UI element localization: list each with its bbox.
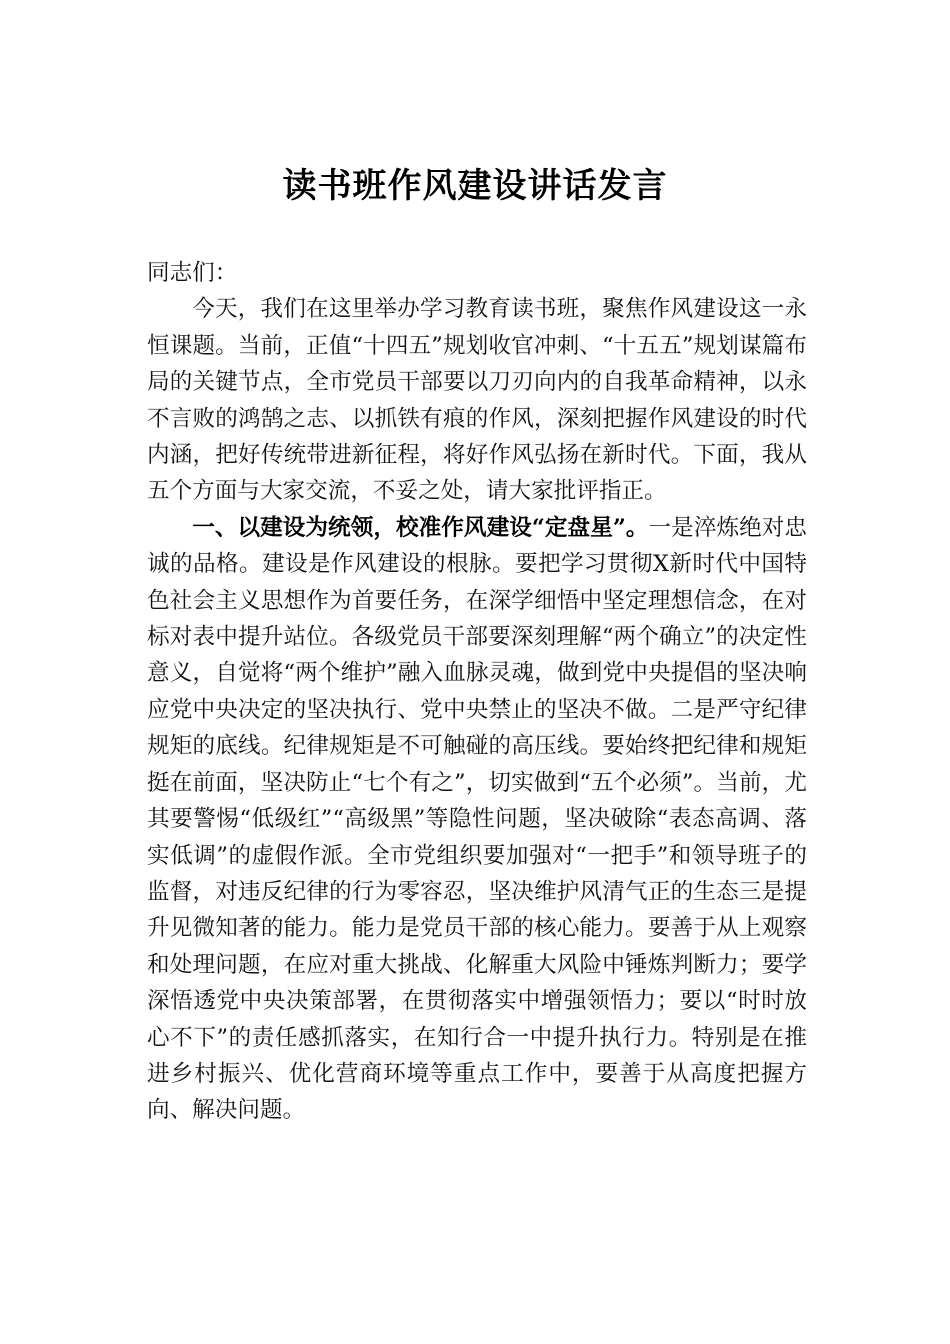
salutation: 同志们： [147,260,238,286]
document-body [147,255,807,1129]
document-title: 读书班作风建设讲话发言 [282,166,668,206]
paragraph-section-1 [147,510,807,1129]
section-heading: 一、以建设为统领，校准作风建设“定盘星”。 [192,514,649,541]
section-text: 一是淬炼绝对忠诚的品格。建设是作风建设的根脉。要把学习贯彻X新时代中国特色社会主义思想作为首要任务，在深学细悟中坚定理想信念，在对标对表中提升站位。各级党员干部要深刻理解“两个确立”的决定性意义，自觉将“两个维护”融入血脉灵魂，做到党中央提倡的坚决响应党中央决定的坚决执行、党中央禁止的坚决不做。二是严守纪律规矩的底线。纪律规矩是不可触碰的高压线。要始终把纪律和规矩挺在前面，坚决防止“七个有之”，切实做到“五个必须”。当前，尤其要警惕“低级红”“高级黑”等隐性问题，坚决破除“表态高调、落实低调”的虚假作派。全市党组织要加强对“一把手”和领导班子的监督，对违反纪律的行为零容忍，坚决维护风清气正的生态三是提升见微知著的能力。能力是党员干部的核心能力。要善于从上观察和处理问题，在应对重大挑战、化解重大风险中锤炼判断力；要学深悟透党中央决策部署，在贯彻落实中增强领悟力；要以“时时放心不下”的责任感抓落实，在知行合一中提升执行力。特别是在推进乡村振兴、优化营商环境等重点工作中，要善于从高度把握方向、解决问题。 [147,514,807,1124]
paragraph-intro: 今天，我们在这里举办学习教育读书班，聚焦作风建设这一永恒课题。当前，正值“十四五”规划收官冲刺、“十五五”规划谋篇布局的关键节点，全市党员干部要以刀刃向内的自我革命精神，以永不言败的鸿鹄之志、以抓铁有痕的作风，深刻把握作风建设的时代内涵，把好传统带进新征程，将好作风弘扬在新时代。下面，我从五个方面与大家交流，不妥之处，请大家批评指正。 [147,296,807,505]
